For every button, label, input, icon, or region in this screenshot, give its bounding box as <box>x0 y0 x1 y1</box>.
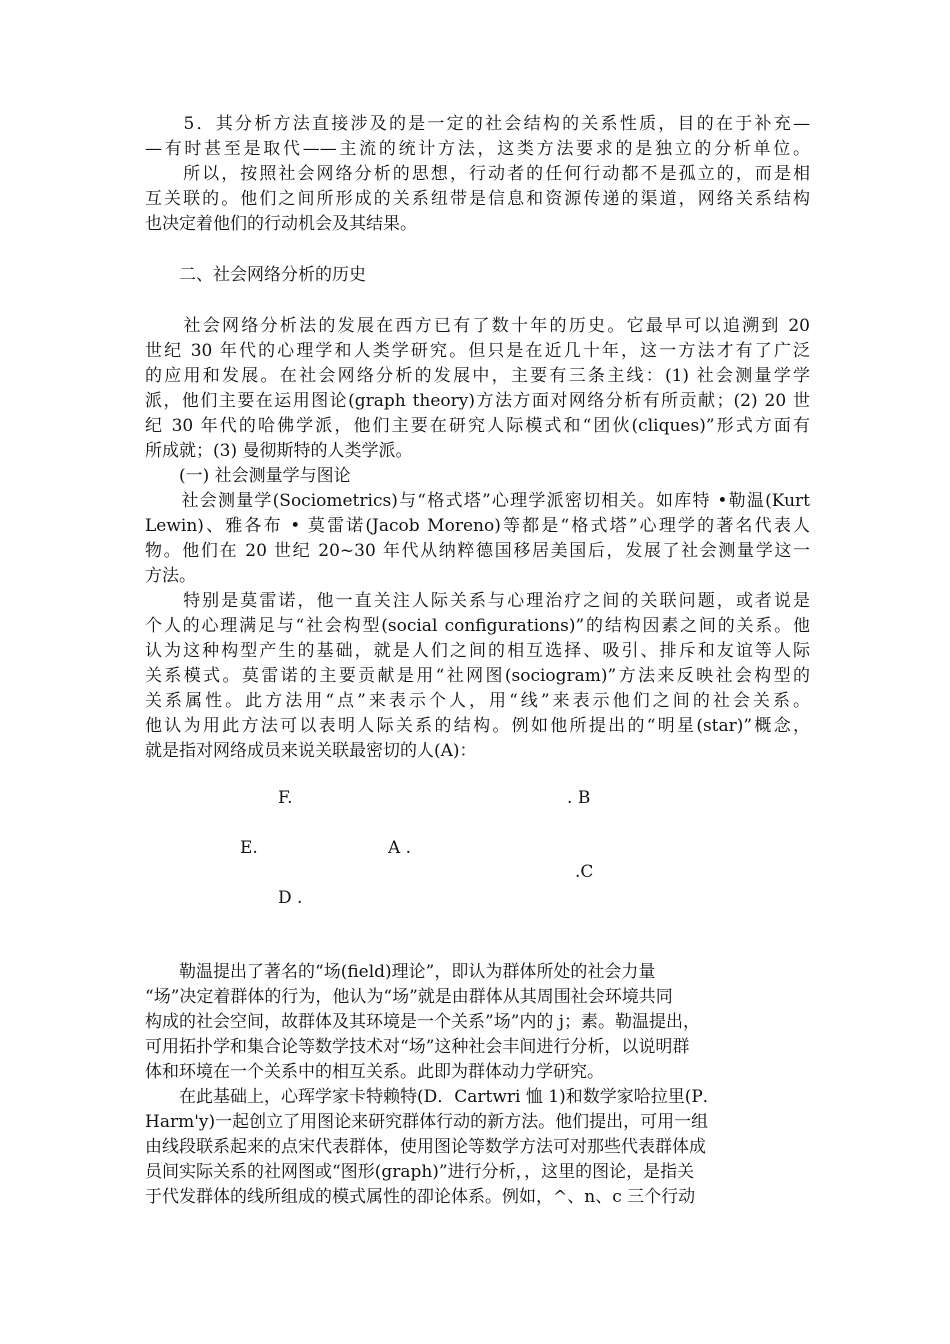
node-f: F. <box>278 788 293 808</box>
text-line: “场”决定着群体的行为，他认为“场”就是由群体从其周围社会环境共同 <box>145 987 673 1007</box>
node-dot: . <box>291 888 303 908</box>
text-line: 5．其分析方法直接涉及的是一定的社会结构的关系性质，目的在于补充— <box>145 114 810 134</box>
subsection-heading: (一) 社会测量学与图论 <box>145 466 351 486</box>
text-line: 个人的心理满足与“社会构型(social configurations)”的结构因素之间的关系。他 <box>145 616 810 636</box>
text-line: Lewin)、雅各布 • 莫雷诺(Jacob Moreno)等都是“格式塔”心理学的著名代表人 <box>145 516 810 536</box>
text-line: 纪 30 年代的哈佛学派，他们主要在研究人际模式和“团伙(cliques)”形式方面有 <box>145 416 810 436</box>
text-line: —有时甚至是取代——主流的统计方法，这类方法要求的是独立的分析单位。 <box>145 139 810 159</box>
node-a: A . <box>388 838 412 858</box>
text-line: 互关联的。他们之间所形成的关系纽带是信息和资源传递的渠道，网络关系结构 <box>145 189 810 209</box>
node-d: D . <box>278 888 303 908</box>
text-line: 就是指对网络成员来说关联最密切的人(A)： <box>145 741 477 761</box>
text-line: 特别是莫雷诺，他一直关注人际关系与心理治疗之间的关联问题，或者说是 <box>145 591 810 611</box>
text-line: 所以，按照社会网络分析的思想，行动者的任何行动都不是孤立的，而是相 <box>145 164 810 184</box>
section-heading: 二、社会网络分析的历史 <box>145 265 366 285</box>
text-line: 所成就；(3) 曼彻斯特的人类学派。 <box>145 441 413 461</box>
node-dot: . <box>567 788 578 808</box>
text-line: 勒温提出了著名的“场(field)理论”，即认为群体所处的社会力量 <box>145 962 656 982</box>
text-line: 派，他们主要在运用图论(graph theory)方法方面对网络分析有所贡献；(2) 20 世 <box>145 391 810 411</box>
text-line: 的应用和发展。在社会网络分析的发展中，主要有三条主线：(1) 社会测量学学 <box>145 366 810 386</box>
node-dot: . <box>252 838 258 858</box>
node-dot: . <box>575 862 581 882</box>
node-dot: . <box>400 838 412 858</box>
text-line: 体和环境在一个关系中的相互关系。此即为群体动力学研究。 <box>145 1062 604 1082</box>
text-line: 员间实际关系的社网图或“图形(graph)”进行分析，，这里的图论，是指关 <box>145 1162 695 1182</box>
text-line: 社会网络分析法的发展在西方已有了数十年的历史。它最早可以追溯到 20 <box>145 316 810 336</box>
text-line: 认为这种构型产生的基础，就是人们之间的相互选择、吸引、排斥和友谊等人际 <box>145 641 810 661</box>
text-line: 于代发群体的线所组成的模式属性的卲论体系。例如，^、n、c 三个行动 <box>145 1187 696 1207</box>
node-c: .C <box>575 862 594 882</box>
text-line: 由线段联系起来的点宋代表群体，使用图论等数学方法可对那些代表群体成 <box>145 1137 706 1157</box>
text-line: 关系属性。此方法用“点”来表示个人，用“线”来表示他们之间的社会关系。 <box>145 691 810 711</box>
text-line: 社会测量学(Sociometrics)与“格式塔”心理学派密切相关。如库特 •勒温(Kurt <box>145 491 810 511</box>
text-line: 物。他们在 20 世纪 20~30 年代从纳粹德国移居美国后，发展了社会测量学这一 <box>145 541 810 561</box>
text-line: 也决定着他们的行动机会及其结果。 <box>145 214 417 234</box>
node-b: . B <box>567 788 591 808</box>
text-line: Harm'y)一起创立了用图论来研究群体行动的新方法。他们提出，可用一组 <box>145 1112 709 1132</box>
node-e: E. <box>240 838 258 858</box>
text-line: 可用拓扑学和集合论等数学技术对“场”这种社会丰间进行分析，以说明群 <box>145 1037 690 1057</box>
text-line: 构成的社会空间，故群体及其环境是一个关系”场”内的 j；素。勒温提出， <box>145 1012 701 1032</box>
text-line: 在此基础上，心珲学家卡特赖特(D．Cartwri 恤 1)和数学家哈拉里(P． <box>145 1087 720 1107</box>
text-line: 方法。 <box>145 566 196 586</box>
text-line: 他认为用此方法可以表明人际关系的结构。例如他所提出的“明星(star)”概念， <box>145 716 810 736</box>
node-dot: . <box>287 788 293 808</box>
text-line: 世纪 30 年代的心理学和人类学研究。但只是在近几十年，这一方法才有了广泛 <box>145 341 810 361</box>
text-line: 关系模式。莫雷诺的主要贡献是用“社网图(sociogram)”方法来反映社会构型的 <box>145 666 810 686</box>
